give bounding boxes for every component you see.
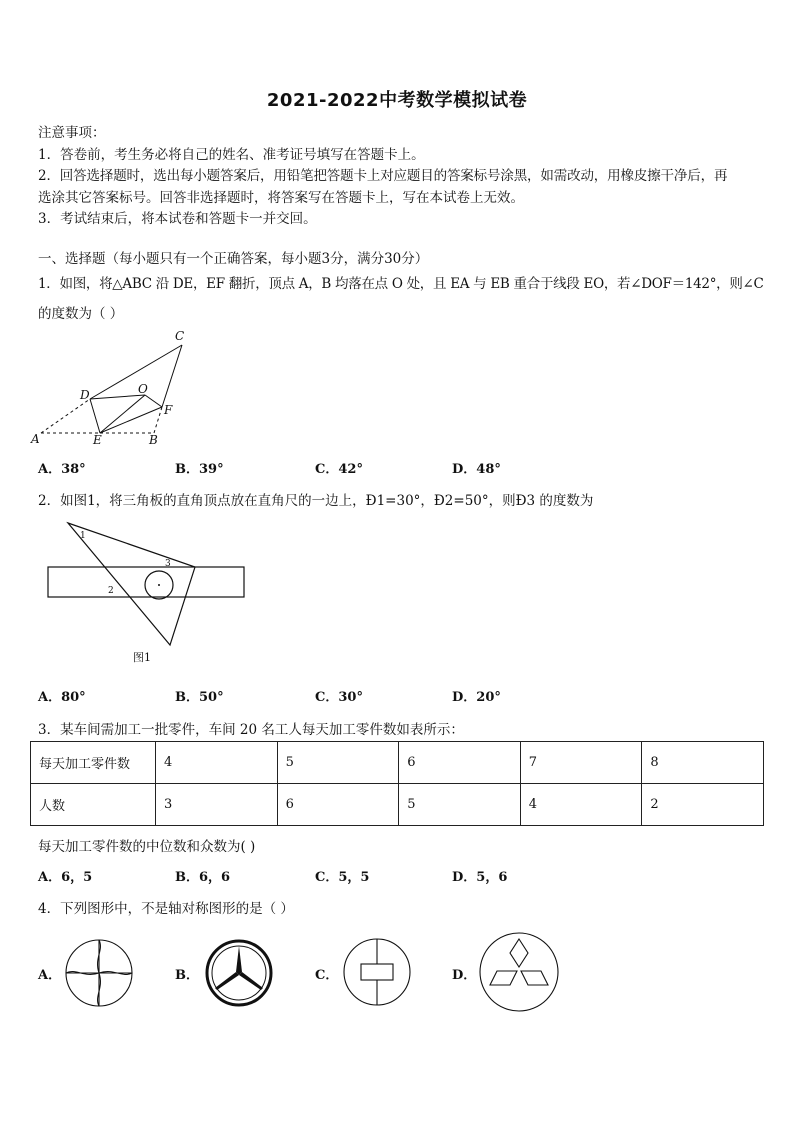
q1-option-b: B．39° <box>175 462 224 477</box>
table-cell: 3 <box>156 784 278 826</box>
notice-heading: 注意事项： <box>38 125 106 141</box>
label-e: E <box>93 433 102 447</box>
section-heading: 一、选择题（每小题只有一个正确答案，每小题3分，满分30分） <box>38 251 429 267</box>
table-cell: 4 <box>520 784 642 826</box>
label-d: D <box>80 388 90 402</box>
page-title: 2021-2022中考数学模拟试卷 <box>266 90 528 111</box>
notice-item: 2．回答选择题时，选出每小题答案后，用铅笔把答题卡上对应题目的答案标号涂黑，如需改动，用橡皮擦干净后，再 <box>38 168 728 184</box>
three-diamond-figure <box>478 931 560 1013</box>
notice-item: 3．考试结束后，将本试卷和答题卡一并交回。 <box>38 211 317 227</box>
table-row <box>31 742 764 784</box>
q3-data-table <box>30 741 764 826</box>
q2-option-a: A．80° <box>38 690 86 705</box>
q3-option-b: B．6，6 <box>175 870 231 885</box>
notice-item: 选涂其它答案标号。回答非选择题时，将答案写在答题卡上，写在本试卷上无效。 <box>38 190 524 206</box>
label-f: F <box>164 403 173 417</box>
circle-rectangle-figure <box>341 936 413 1008</box>
pinwheel-circle-figure <box>64 938 134 1008</box>
q4-option-b: B． <box>175 968 199 983</box>
q2-option-d: D．20° <box>452 690 501 705</box>
table-cell: 7 <box>520 742 642 784</box>
q1-text: 1．如图，将△ABC 沿 DE，EF 翻折，顶点 A，B 均落在点 O 处，且 EA 与 EB 重合于线段 EO，若∠DOF＝142°，则∠C <box>38 276 764 292</box>
q4-option-c: C． <box>315 968 339 983</box>
q2-option-b: B．50° <box>175 690 224 705</box>
angle-label-3: 3 <box>165 559 171 569</box>
table-row-label: 每天加工零件数 <box>31 742 156 784</box>
angle-label-2: 2 <box>108 586 114 596</box>
q3-option-c: C．5，5 <box>315 870 370 885</box>
q1-option-d: D．48° <box>452 462 501 477</box>
q2-ruler-figure <box>40 515 255 670</box>
table-cell: 5 <box>399 784 521 826</box>
table-cell: 8 <box>642 742 764 784</box>
label-c: C <box>175 329 185 343</box>
figure-caption: 图1 <box>133 651 151 664</box>
angle-label-1: 1 <box>80 531 86 541</box>
table-cell: 4 <box>156 742 278 784</box>
q1-triangle-figure <box>30 325 200 450</box>
q1-text-cont: 的度数为（ ） <box>38 306 124 322</box>
q4-text: 4．下列图形中，不是轴对称图形的是（ ） <box>38 901 294 917</box>
q3-question: 每天加工零件数的中位数和众数为( ) <box>38 839 256 855</box>
q1-option-c: C．42° <box>315 462 363 477</box>
table-cell: 5 <box>277 742 399 784</box>
table-cell: 6 <box>399 742 521 784</box>
q3-text: 3．某车间需加工一批零件，车间 20 名工人每天加工零件数如表所示： <box>38 722 464 738</box>
q3-option-a: A．6，5 <box>38 870 93 885</box>
q4-option-d: D． <box>452 968 477 983</box>
q2-text: 2．如图1，将三角板的直角顶点放在直角尺的一边上，Ð1=30°，Ð2=50°，则Ð3 的度数为 <box>38 493 594 509</box>
label-o: O <box>138 382 148 396</box>
label-a: A <box>31 432 40 446</box>
q3-option-d: D．5，6 <box>452 870 508 885</box>
q2-option-c: C．30° <box>315 690 363 705</box>
table-row <box>31 784 764 826</box>
q4-option-a: A． <box>38 968 62 983</box>
notice-item: 1．答卷前，考生务必将自己的姓名、准考证号填写在答题卡上。 <box>38 147 425 163</box>
table-row-label: 人数 <box>31 784 156 826</box>
table-cell: 6 <box>277 784 399 826</box>
q1-option-a: A．38° <box>38 462 86 477</box>
three-point-star-figure <box>204 938 274 1008</box>
label-b: B <box>149 433 158 447</box>
table-cell: 2 <box>642 784 764 826</box>
